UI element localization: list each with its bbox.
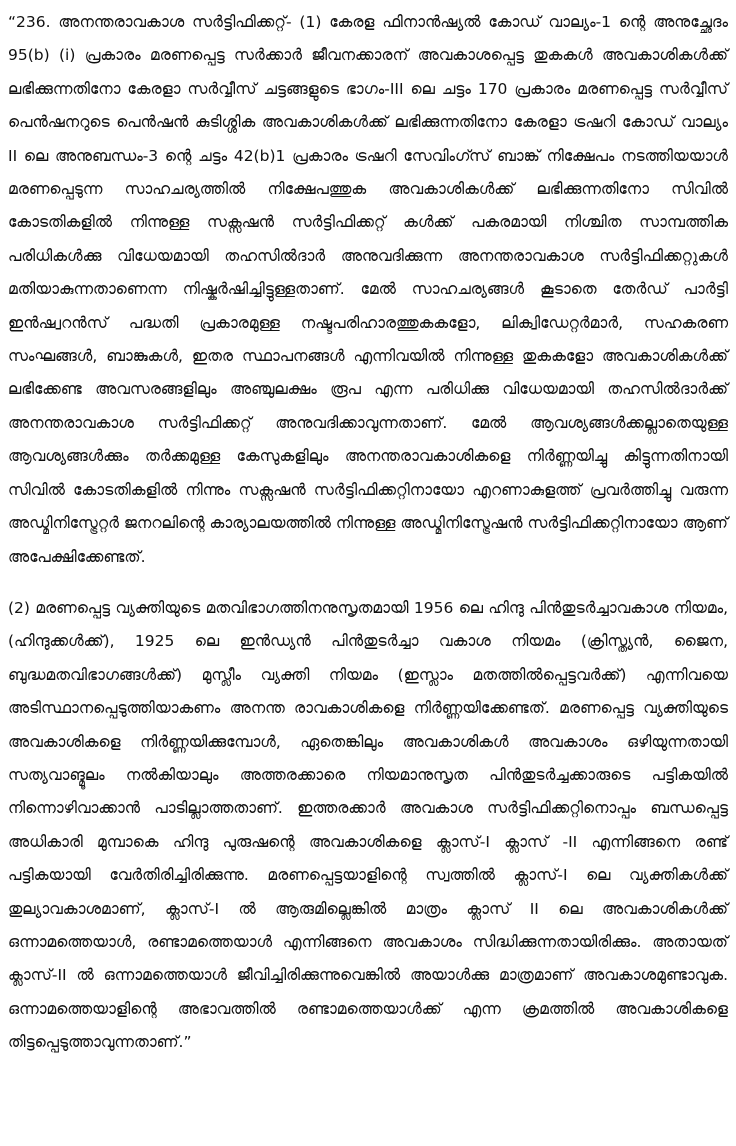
paragraph-2-text: (2) മരണപ്പെട്ട വ്യക്തിയുടെ മതവിഭാഗത്തിനനുസൃതമായി 1956 ലെ ഹിന്ദു പിൻതുടർച്ചാവകാശ നിയമം, (ഹിന്ദുക്കൾക്ക്), 1925 ലെ ഇൻഡ്യൻ പിൻതുടർച്ചാ വകാശ നിയമം (ക്രിസ്ത്യൻ, ജൈന, ബുദ്ധമതവിഭാഗങ്ങൾക്ക്) മുസ്ലീം വ്യക്തി നിയമം (ഇസ്ലാം മതത്തിൽപ്പെട്ടവർക്ക്) എന്നിവയെ അടിസ്ഥാനപ്പെടുത്തിയാകണം അനന്ത രാവകാശികളെ നിർണ്ണയിക്കേണ്ടത്. മരണപ്പെട്ട വ്യക്തിയുടെ അവകാശികളെ നിർണ്ണയിക്കുമ്പോൾ, ഏതെങ്കിലും അവകാശികൾ അവകാശം ഒഴിയുന്നതായി സത്യവാങ്മൂലം നൽകിയാലും അത്തരക്കാരെ നിയമാനുസൃത പിൻതുടർച്ചക്കാരുടെ പട്ടികയിൽ നിന്നൊഴിവാക്കാൻ പാടില്ലാത്തതാണ്. ഇത്തരക്കാർ അവകാശ സർട്ടിഫിക്കറ്റിനൊപ്പം ബന്ധപ്പെട്ട അധികാരി മുമ്പാകെ ഹിന്ദു പുരുഷന്റെ അവകാശികളെ ക്ലാസ്-I ക്ലാസ് -II എന്നിങ്ങനെ രണ്ട് പട്ടികയായി വേർതിരിച്ചിരിക്കുന്നു. മരണപ്പെട്ടയാളിന്റെ സ്വത്തിൽ ക്ലാസ്-I ലെ വ്യക്തികൾക്ക് തുല്യാവകാശമാണ്, ക്ലാസ്-I ൽ ആരുമില്ലെങ്കിൽ മാത്രം ക്ലാസ് II ലെ അവകാശികൾക്ക് ഒന്നാമത്തെയാൾ, രണ്ടാമത്തെയാൾ എന്നിങ്ങനെ അവകാശം സിദ്ധിക്കുന്നതായിരിക്കും. അതായത് ക്ലാസ്-II ൽ ഒന്നാമത്തെയാൾ ജീവിച്ചിരിക്കുന്നുവെങ്കിൽ അയാൾക്കു മാത്രമാണ് അവകാശമുണ്ടാവുക. ഒന്നാമത്തെയാളിന്റെ അഭാവത്തിൽ രണ്ടാമത്തെയാൾക്ക് എന്ന ക്രമത്തിൽ അവകാശികളെ തിട്ടപ്പെടുത്താവുന്നതാണ്.”	[8, 598, 728, 1052]
paragraph-1-text: “236. അനന്തരാവകാശ സർട്ടിഫിക്കറ്റ്- (1) കേരള ഫിനാൻഷ്യൽ കോഡ് വാല്യം-1 ന്റെ അനുച്ഛേദം 95(b) (i) പ്രകാരം മരണപ്പെട്ട സർക്കാർ ജീവനക്കാരന് അവകാശപ്പെട്ട തുകകൾ അവകാശികൾക്ക് ലഭിക്കുന്നതിനോ കേരളാ സർവ്വീസ് ചട്ടങ്ങളുടെ ഭാഗം-III ലെ ചട്ടം 170 പ്രകാരം മരണപ്പെട്ട സർവ്വീസ് പെൻഷനറുടെ പെൻഷൻ കുടിശ്ശിക അവകാശികൾക്ക് ലഭിക്കുന്നതിനോ കേരളാ ട്രഷറി കോഡ് വാല്യം II ലെ അനുബന്ധം-3 ന്റെ ചട്ടം 42(b)1 പ്രകാരം ട്രഷറി സേവിംഗ്സ് ബാങ്ക് നിക്ഷേപം നടത്തിയയാൾ മരണപ്പെടുന്ന സാഹചര്യത്തിൽ നിക്ഷേപത്തുക അവകാശികൾക്ക് ലഭിക്കുന്നതിനോ സിവിൽ കോടതികളിൽ നിന്നുള്ള സക്സഷൻ സർട്ടിഫിക്കറ്റ് കൾക്ക് പകരമായി നിശ്ചിത സാമ്പത്തിക പരിധികൾക്കു വിധേയമായി തഹസിൽദാർ അനുവദിക്കുന്ന അനന്തരാവകാശ സർട്ടിഫിക്കറ്റുകൾ മതിയാകുന്നതാണെന്ന നിഷ്കർഷിച്ചിട്ടുള്ളതാണ്. മേൽ സാഹചര്യങ്ങൾ കൂടാതെ തേർഡ് പാർട്ടി ഇൻഷ്വറൻസ് പദ്ധതി പ്രകാരമുള്ള നഷ്ടപരിഹാരത്തുകകളോ, ലിക്വിഡേറ്റർമാർ, സഹകരണ സംഘങ്ങൾ, ബാങ്കുകൾ, ഇതര സ്ഥാപനങ്ങൾ എന്നിവയിൽ നിന്നുള്ള തുകകളോ അവകാശികൾക്ക് ലഭിക്കേണ്ട അവസരങ്ങളിലും അഞ്ചുലക്ഷം രൂപ എന്ന പരിധിക്കു വിധേയമായി തഹസിൽദാർക്ക് അനന്തരാവകാശ സർട്ടിഫിക്കറ്റ് അനുവദിക്കാവുന്നതാണ്. മേൽ ആവശ്യങ്ങൾക്കല്ലാതെയുള്ള ആവശ്യങ്ങൾക്കും തർക്കമുള്ള കേസുകളിലും അനന്തരാവകാശികളെ നിർണ്ണയിച്ചു കിട്ടുന്നതിനായി സിവിൽ കോടതികളിൽ നിന്നും സക്സഷൻ സർട്ടിഫിക്കറ്റിനായോ എറണാകുളത്ത് പ്രവർത്തിച്ചു വരുന്ന അഡ്മിനിസ്ട്രേറ്റർ ജനറലിന്റെ കാര്യാലയത്തിൽ നിന്നുള്ള അഡ്മിനിസ്ട്രേഷൻ സർട്ടിഫിക്കറ്റിനായോ ആണ് അപേക്ഷിക്കേണ്ടത്.	[8, 13, 728, 566]
paragraph-2	[8, 592, 728, 1060]
paragraph-1	[8, 6, 728, 574]
